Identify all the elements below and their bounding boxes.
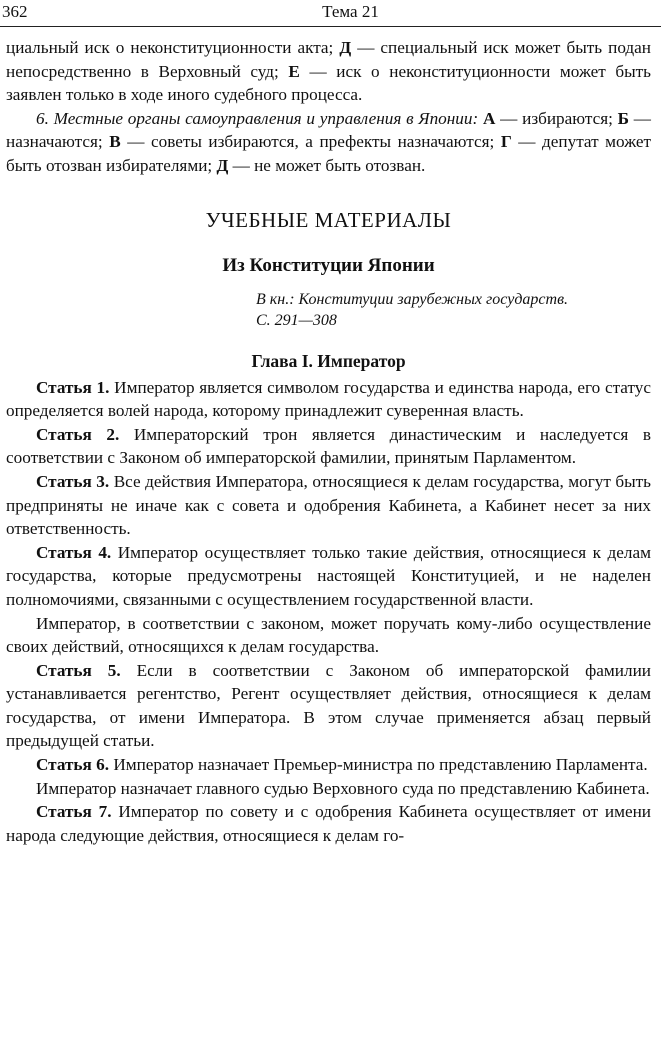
section-title: УЧЕБНЫЕ МАТЕРИАЛЫ (205, 207, 452, 232)
source-reference (256, 289, 651, 331)
article-4-paragraph-2: Император, в соответствии с законом, может поручать кому-либо осуществление своих действий, относящихся к делам государства. (6, 613, 651, 657)
intro-paragraph-continued: циальный иск о неконституционности акта; Д — специальный иск может быть подан непосредственно в Верховный суд; Е — иск о неконституционности может быть заявлен только в ходе иного судебного процесса. (6, 38, 651, 105)
article-2: Статья 2. Императорский трон является династическим и наследуется в соответствии с Законом об императорской фамилии, принятым Парламентом. (6, 424, 651, 468)
article-6: Статья 6. Император назначает Премьер-министра по представлению Парламента. (36, 755, 648, 775)
chapter-title: Глава I. Император (251, 350, 406, 371)
reference-line-1: В кн.: Конституции зарубежных государств. (256, 290, 569, 308)
page-content (6, 36, 651, 847)
question-6-paragraph: 6. Местные органы самоуправления и управления в Японии: А — избираются; Б — назначаются; В — советы избираются, а префекты назначаются; Г — депутат может быть отозван избирателями; Д — не может быть отозван. (6, 108, 652, 175)
article-4: Статья 4. Император осуществляет только такие действия, относящиеся к делам государства, которые предусмотрены настоящей Конституцией, и не наделен полномочиями, связанными с осуществлением государственной власти. (6, 542, 651, 609)
reference-line-2: С. 291—308 (256, 311, 337, 329)
header-rule (0, 26, 661, 27)
running-title: Тема 21 (322, 2, 379, 21)
article-1: Статья 1. Император является символом государства и единства народа, его статус определяется волей народа, которому принадлежит суверенная власть. (6, 377, 651, 421)
article-7: Статья 7. Император по совету и с одобрения Кабинета осуществляет от имени народа следующие действия, относящиеся к делам го- (6, 802, 651, 845)
article-5: Статья 5. Если в соответствии с Законом об императорской фамилии устанавливается регентство, Регент осуществляет действия, относящиеся к делам государства, от имени Императора. В этом случае применяется абзац первый предыдущей статьи. (6, 660, 651, 751)
article-6-paragraph-2: Император назначает главного судью Верховного суда по представлению Кабинета. (36, 778, 650, 798)
page-number: 362 (2, 2, 28, 21)
document-title: Из Конституции Японии (222, 254, 435, 276)
page-header (0, 2, 661, 24)
article-3: Статья 3. Все действия Императора, относящиеся к делам государства, могут быть предприняты не иначе как с совета и одобрения Кабинета, а Кабинет несет за них ответственность. (6, 471, 651, 539)
